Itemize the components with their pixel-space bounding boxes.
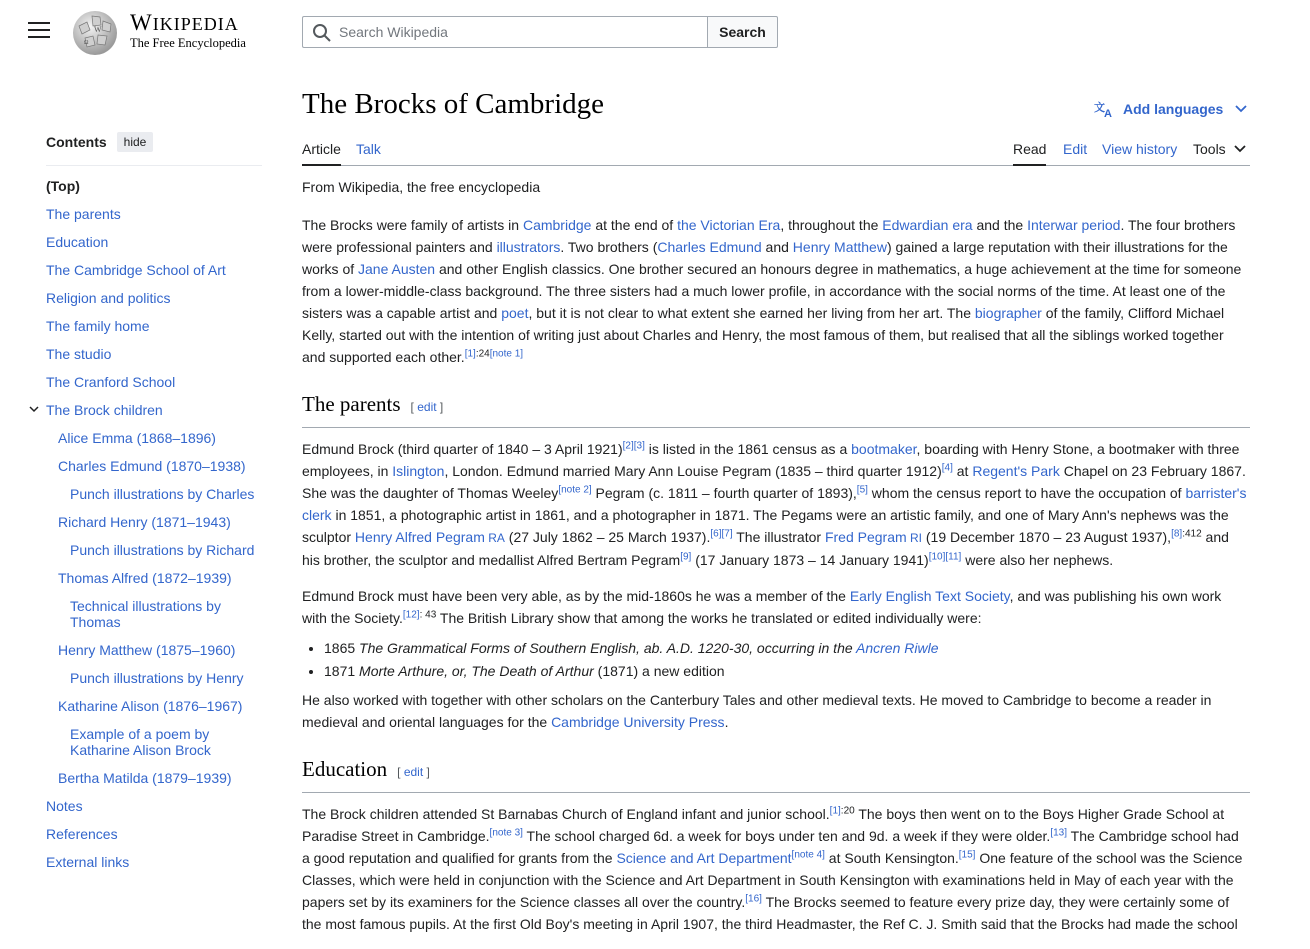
svg-text:文: 文 — [1094, 102, 1105, 114]
text-run: ) gained a large reputation with their illustrations for the works of — [302, 239, 1228, 277]
edit-section-link[interactable]: edit — [417, 400, 437, 414]
text-run: , London. Edmund married Mary Ann Louise Pegram (1835 – third quarter 1912) — [444, 463, 942, 479]
section-heading-parents: The parents [ edit ] — [302, 390, 1250, 428]
citation-ref[interactable]: [12] — [402, 609, 420, 621]
toc-item[interactable]: Thomas Alfred (1872–1939) — [58, 570, 232, 586]
wiki-link[interactable]: Early English Text Society — [849, 588, 1010, 604]
svg-text:A: A — [1104, 108, 1112, 120]
citation-ref[interactable]: [15] — [958, 849, 976, 861]
wiki-link[interactable]: Regent's Park — [972, 463, 1060, 479]
toc-item[interactable]: The Cambridge School of Art — [46, 262, 226, 278]
text-run: Pegram (c. 1811 – fourth quarter of 1893), — [591, 485, 857, 501]
text-run: , throughout the — [780, 217, 883, 233]
wiki-link[interactable]: Fred Pegram — [824, 529, 907, 545]
language-icon — [1094, 100, 1116, 118]
citation-ref[interactable]: [6] — [710, 528, 722, 540]
text-run: is listed in the 1861 census as a — [644, 441, 852, 457]
page-tabs — [302, 130, 1250, 166]
logo-word: WIKIPEDIA — [130, 10, 239, 35]
work-title: The Grammatical Forms of Southern English, ab. A.D. 1220-30, occurring in the — [359, 640, 857, 656]
search-icon — [312, 23, 332, 43]
wiki-link[interactable]: bootmaker — [851, 441, 917, 457]
text-run: , but it is not clear to what extent she earned her living from her art. The — [528, 305, 975, 321]
page-number: : 43 — [419, 609, 437, 621]
wiki-link[interactable]: Interwar period — [1027, 217, 1121, 233]
text-run: and — [761, 239, 793, 255]
add-languages-button[interactable] — [1094, 100, 1248, 118]
toc-item[interactable]: References — [46, 826, 118, 842]
from-wikipedia: From Wikipedia, the free encyclopedia — [302, 179, 541, 195]
add-languages-label: Add languages — [1123, 101, 1224, 117]
citation-ref[interactable]: [note 4] — [791, 849, 825, 861]
text-run: whom the census report to have the occupation of — [867, 485, 1186, 501]
wiki-link[interactable]: biographer — [974, 305, 1042, 321]
postnominal-link[interactable]: RA — [484, 531, 505, 545]
search-button[interactable]: Search — [707, 16, 778, 48]
citation-ref[interactable]: [11] — [945, 551, 962, 563]
text-run: He also worked with together with other scholars on the Canterbury Tales and other medieval texts. He moved to Cambridge to become a reader in medieval and oriental languages for the — [302, 692, 1212, 730]
text-run: The illustrator — [732, 529, 825, 545]
chevron-down-icon — [1234, 145, 1246, 153]
page-title: The Brocks of Cambridge — [302, 88, 605, 120]
logo-tagline: The Free Encyclopedia — [130, 36, 246, 50]
text-run: The Brock children attended St Barnabas Church of England infant and junior school. — [302, 806, 830, 822]
text-run: and his brother, the sculptor and medallist Alfred Bertram Pegram — [302, 529, 1229, 568]
citation-ref[interactable]: [note 2] — [558, 484, 592, 496]
text-run: were also her nephews. — [961, 552, 1114, 568]
table-of-contents — [46, 133, 266, 166]
parents-paragraph-1 — [302, 438, 1250, 571]
parents-paragraph-2 — [302, 585, 1250, 629]
wiki-link[interactable]: barrister's clerk — [302, 485, 1247, 523]
works-list-item — [324, 637, 1250, 660]
toc-title: Contents — [46, 133, 107, 150]
text-run: . The four brothers were professional painters and — [302, 217, 1236, 255]
text-run: at South Kensington. — [824, 850, 959, 866]
search-box[interactable] — [302, 16, 708, 48]
wiki-link[interactable]: poet — [501, 305, 529, 321]
toc-item[interactable]: Alice Emma (1868–1896) — [58, 430, 216, 446]
toc-header — [46, 133, 262, 166]
citation-ref[interactable]: [4] — [941, 462, 953, 474]
toc-hide-button[interactable]: hide — [117, 132, 154, 152]
tab-edit[interactable]: Edit — [1063, 141, 1088, 157]
site-header — [0, 0, 1310, 64]
text-run: Edmund Brock (third quarter of 1840 – 3 April 1921) — [302, 441, 623, 457]
tab-article[interactable]: Article — [302, 141, 341, 166]
tab-view-history[interactable]: View history — [1102, 141, 1178, 157]
citation-ref[interactable]: [16] — [745, 893, 762, 905]
intro-paragraph — [302, 214, 1250, 368]
tools-label: Tools — [1193, 141, 1226, 157]
toc-item[interactable]: Example of a poem by Katharine Alison Brock — [70, 726, 211, 758]
citation-ref[interactable]: [10] — [928, 551, 946, 563]
toc-item[interactable]: The Brock children — [46, 402, 163, 418]
toc-item[interactable]: The family home — [46, 318, 150, 334]
citation-ref[interactable]: [5] — [856, 484, 868, 496]
article-body — [302, 176, 1250, 949]
education-paragraph-1 — [302, 803, 1250, 935]
text-run: and other English classics. One brother secured an honours degree in mathematics, a huge achievement at the time for someone from a lower-middle-class background. The three sisters had a much lower profile, in accordance with the social norms of the time. At least one of the sisters was a capable artist and — [302, 261, 1242, 321]
text-run: (1871) a new edition — [593, 663, 725, 679]
toc-item[interactable]: Charles Edmund (1870–1938) — [58, 458, 246, 474]
main-menu-icon[interactable] — [28, 22, 50, 40]
page-number: :412 — [1182, 528, 1202, 540]
citation-ref[interactable]: [8] — [1171, 528, 1183, 540]
wiki-link[interactable]: the Victorian Era — [677, 217, 781, 233]
wiki-link[interactable]: Edwardian era — [882, 217, 973, 233]
wiki-link[interactable]: Charles Edmund — [657, 239, 762, 255]
text-run: The Cambridge school had a good reputation and qualified for grants from the — [302, 828, 1239, 866]
toc-item[interactable]: Katharine Alison (1876–1967) — [58, 698, 243, 714]
section-title: The parents — [302, 392, 401, 416]
wiki-link[interactable]: Henry Alfred Pegram — [354, 529, 485, 545]
svg-text:Ω: Ω — [84, 40, 89, 46]
citation-ref[interactable]: [7] — [721, 528, 733, 540]
text-run: in 1851, a photographic artist in 1861, and a photographer in 1871. The Pegams were an artistic family, and one of Mary Ann's nephews was the sculptor — [302, 507, 1229, 545]
toc-item[interactable]: The parents — [46, 206, 121, 222]
work-title: Morte Arthure, or, The Death of Arthur — [359, 663, 594, 679]
text-run: The Brocks were family of artists in — [302, 217, 523, 233]
text-run: The boys then went on to the Boys Higher Grade School at Paradise Street in Cambridge. — [302, 806, 1225, 844]
wiki-link[interactable]: Cambridge — [522, 217, 592, 233]
wikipedia-globe-logo[interactable] — [70, 8, 122, 56]
page-number: :24 — [475, 348, 490, 360]
toc-item[interactable]: Technical illustrations by Thomas — [70, 598, 221, 630]
wiki-link[interactable]: Cambridge University Press — [551, 714, 725, 730]
text-run: Chapel on 23 February 1867. She was the daughter of Thomas Weeley — [302, 463, 1246, 501]
text-run: . — [724, 714, 729, 730]
tab-talk[interactable]: Talk — [356, 141, 381, 157]
wiki-link[interactable]: Henry Matthew — [792, 239, 887, 255]
text-run: at the end of — [591, 217, 678, 233]
works-list — [324, 637, 1250, 683]
text-run: (27 July 1862 – 25 March 1937). — [504, 529, 711, 545]
citation-ref[interactable]: [13] — [1050, 827, 1067, 839]
toc-item[interactable]: External links — [46, 854, 130, 870]
text-run: The British Library show that among the works he translated or edited individually were: — [436, 610, 982, 626]
tools-menu[interactable] — [1193, 141, 1246, 157]
text-run: The school charged 6d. a week for boys under ten and 9d. a week if they were older. — [522, 828, 1051, 844]
text-run: , and was publishing his own work with the Society. — [302, 588, 1222, 626]
text-run: of the family, Clifford Michael Kelly, started out with the intention of writing just about Charles and Henry, the most famous of them, but realised that all the siblings worked together and supported each other. — [302, 305, 1225, 365]
toc-item[interactable]: Education — [46, 234, 109, 250]
text-run: 1871 — [324, 663, 360, 679]
citation-ref[interactable]: [3] — [633, 440, 645, 452]
wiki-link[interactable]: Ancren Riwle — [856, 640, 939, 656]
section-title: Education — [302, 757, 388, 781]
parents-paragraph-3 — [302, 689, 1250, 733]
text-run: 1865 — [324, 640, 360, 656]
search-input[interactable] — [339, 17, 699, 47]
toc-item[interactable]: The Cranford School — [46, 374, 176, 390]
toc-item[interactable]: Religion and politics — [46, 290, 171, 306]
toc-item[interactable]: Bertha Matilda (1879–1939) — [58, 770, 232, 786]
toc-item[interactable]: Henry Matthew (1875–1960) — [58, 642, 236, 658]
svg-text:W: W — [94, 25, 102, 34]
edit-section-link[interactable]: edit — [403, 765, 424, 779]
wiki-link[interactable]: Islington — [392, 463, 445, 479]
citation-ref[interactable]: [2] — [622, 440, 634, 452]
wiki-link[interactable]: Science and Art Department — [616, 850, 792, 866]
text-run: Edmund Brock must have been very able, as by the mid-1860s he was a member of the — [302, 588, 850, 604]
postnominal-link[interactable]: RI — [906, 531, 922, 545]
toc-item[interactable]: The studio — [46, 346, 112, 362]
works-list-item — [324, 660, 1250, 683]
text-run: , boarding with Henry Stone, a bootmaker with three employees, in — [302, 441, 1240, 479]
text-run: at — [952, 463, 973, 479]
toc-item[interactable]: Richard Henry (1871–1943) — [58, 514, 231, 530]
page-number: :20 — [840, 805, 855, 817]
chevron-down-icon — [1234, 104, 1248, 114]
citation-ref[interactable]: [note 1] — [489, 348, 524, 360]
citation-ref[interactable]: [1] — [829, 805, 841, 817]
toc-item[interactable]: Punch illustrations by Richard — [70, 542, 255, 558]
chevron-down-icon[interactable] — [28, 403, 40, 415]
citation-ref[interactable]: [9] — [680, 551, 692, 563]
wiki-link[interactable]: illustrators — [496, 239, 561, 255]
text-run: (19 December 1870 – 23 August 1937), — [922, 529, 1172, 545]
citation-ref[interactable]: [1] — [464, 348, 476, 360]
citation-ref[interactable]: [note 3] — [489, 827, 523, 839]
text-run: The Brocks seemed to feature every prize day, they were certainly some of the most famous pupils. At the first Old Boy's meeting in April 1907, the third Headmaster, the Ref C. J. Smith said that the Brocks had made the school — [302, 894, 1238, 932]
wiki-link[interactable]: Jane Austen — [358, 261, 436, 277]
section-heading-education: Education [ edit ] — [302, 755, 1250, 793]
toc-item[interactable]: (Top) — [46, 178, 80, 194]
tab-read[interactable]: Read — [1013, 141, 1046, 166]
text-run: (17 January 1873 – 14 January 1941) — [691, 552, 929, 568]
toc-item[interactable]: Notes — [46, 798, 83, 814]
toc-item[interactable]: Punch illustrations by Henry — [70, 670, 244, 686]
text-run: and the — [972, 217, 1028, 233]
text-run: . Two brothers ( — [560, 239, 658, 255]
text-run: One feature of the school was the Science Classes, which were held in conjunction with the Science and Art Department in South Kensington with examinations held in May of each year with the papers set by its examiners for the Science classes all over the country. — [302, 850, 1243, 910]
toc-item[interactable]: Punch illustrations by Charles — [70, 486, 255, 502]
wikipedia-wordmark[interactable] — [130, 11, 246, 50]
